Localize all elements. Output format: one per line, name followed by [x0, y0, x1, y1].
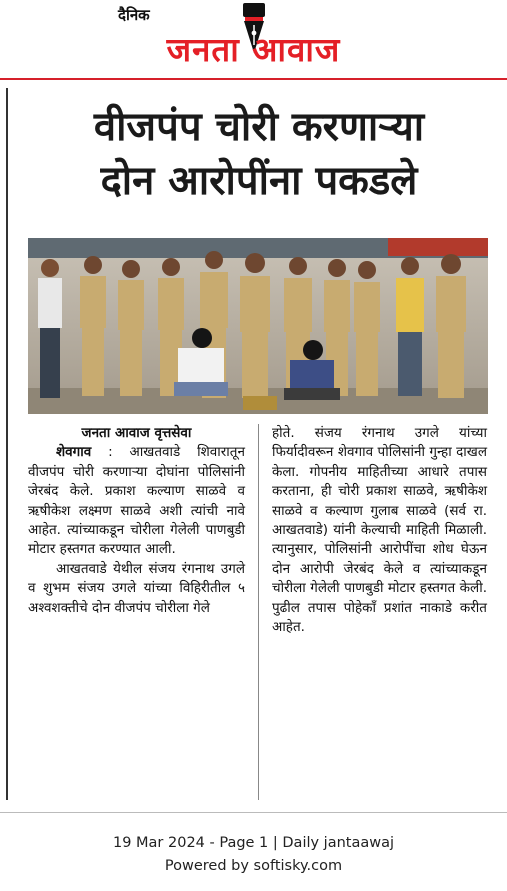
headline-line-1: वीजपंप चोरी करणाऱ्या — [93, 104, 425, 150]
article-paragraph-1 — [28, 443, 245, 559]
article-paragraph-1-text: : आखतवाडे शिवारातून वीजपंप चोरी करणाऱ्या दोघांना पोलिसांनी जेरबंद केले. प्रकाश कल्याण साळवे व ऋषीकेश लक्ष्मण साळवे अशी त्यांची नावे आहेत. त्यांच्याकडून चोरीला गेलेली पाणबुडी मोटार हस्तगत करण्यात आली. — [28, 444, 245, 558]
masthead-rule — [0, 78, 507, 80]
article-dateline: शेवगाव — [56, 444, 92, 461]
article-headline — [24, 100, 494, 208]
article-byline: जनता आवाज वृत्तसेवा — [81, 425, 192, 441]
headline-line-2: दोन आरोपींना पकडले — [100, 158, 418, 204]
footer-edition-info: 19 Mar 2024 - Page 1 | Daily jantaawaj — [112, 835, 395, 851]
column-divider — [258, 424, 259, 800]
masthead — [0, 0, 507, 80]
article-paragraph-2-text: आखतवाडे येथील संजय रंगनाथ उगले व शुभम संजय उगले यांच्या विहिरीतील ५ अश्वशक्तीचे दोन वीजपंप चोरीला गेले — [28, 560, 245, 616]
article-paragraph-3: होते. संजय रंगनाथ उगले यांच्या फिर्यादीवरून शेवगाव पोलिसांनी गुन्हा दाखल केला. गोपनीय माहितीच्या आधारे तपास करताना, ही चोरी प्रकाश साळवे, ऋषीकेश साळवे व कल्याण गुलाब साळवे (सर्व रा. आखतवाडे) यांनी केल्याची माहिती मिळाली. त्यानुसार, पोलिसांनी आरोपींचा शोध घेऊन दोन आरोपी जेरबंद केले व त्यांच्याकडून चोरीला गेलेली पाणबुडी मोटार हस्तगत केली. पुढील तपास पोहेकाँ प्रशांत नाकाडे करीत आहेत. — [272, 425, 487, 636]
masthead-title: जनता आवाज — [166, 30, 341, 69]
article-column-right — [272, 424, 487, 637]
article-paragraph-2 — [28, 560, 245, 618]
footer-rule — [0, 812, 507, 813]
left-divider — [6, 88, 8, 800]
masthead-small-label: दैनिक — [118, 6, 150, 24]
news-photo — [28, 238, 488, 414]
footer-powered-by: Powered by softisky.com — [164, 858, 343, 874]
article-column-left — [28, 424, 245, 618]
